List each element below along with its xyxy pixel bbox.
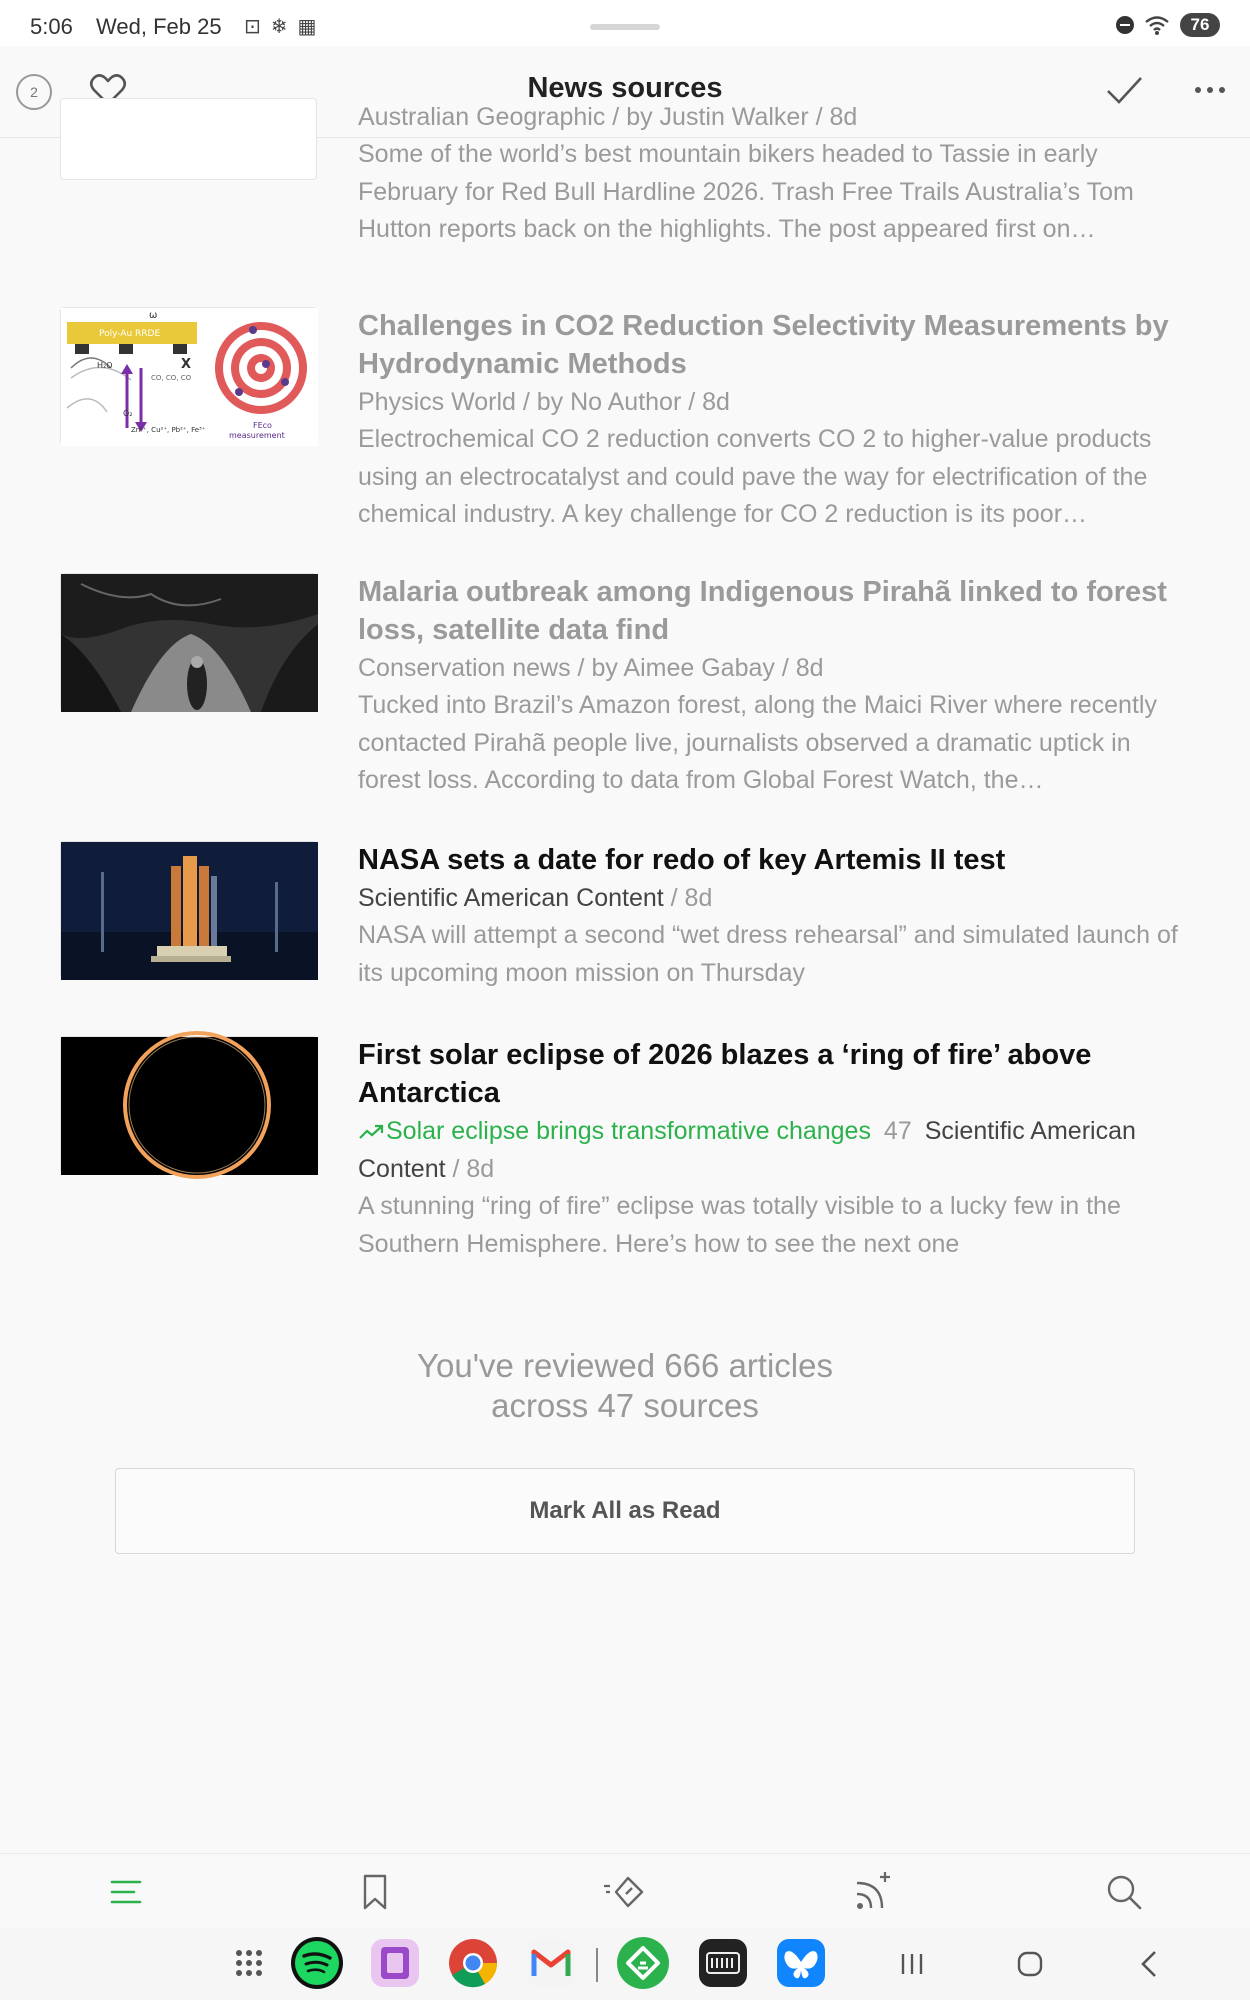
article-source: Solar eclipse brings transformative changes 47 Scientific American Content / 8d bbox=[358, 1117, 1136, 1183]
trend-label[interactable]: Solar eclipse brings transformative changes bbox=[386, 1117, 871, 1145]
status-system-icons bbox=[1116, 13, 1220, 37]
thumb-oxygen-label: O₂ bbox=[123, 409, 133, 418]
thumb-fe-caption: measurement bbox=[229, 431, 285, 440]
thumb-rotation-label: ω bbox=[149, 310, 158, 321]
thumb-x-label: X bbox=[181, 357, 192, 372]
article-source: Australian Geographic / by Justin Walker / 8d bbox=[358, 103, 858, 131]
reviewed-summary: You've reviewed 666 articles across 47 sources bbox=[417, 1347, 833, 1424]
feedly-icon[interactable] bbox=[616, 1936, 670, 1990]
keyboard-app-icon[interactable] bbox=[696, 1936, 750, 1990]
article-feed[interactable] bbox=[0, 103, 1250, 1853]
screenshot-icon: ⊡ bbox=[244, 16, 261, 38]
page-title: News sources bbox=[527, 72, 723, 104]
status-notification-icons bbox=[244, 14, 316, 39]
mark-all-read-button[interactable]: Mark All as Read bbox=[115, 1468, 1135, 1554]
add-feed-icon[interactable] bbox=[851, 1870, 895, 1914]
article-thumbnail bbox=[60, 98, 317, 180]
unread-count: 2 bbox=[30, 84, 38, 100]
status-date: Wed, Feb 25 bbox=[96, 14, 222, 39]
thumb-banner-text: Poly-Au RRDE bbox=[99, 329, 161, 339]
home-icon[interactable] bbox=[1010, 1944, 1050, 1984]
article-summary: A stunning “ring of fire” eclipse was totally visible to a lucky few in the Southern Hemisphere. Here’s how to see the next one bbox=[358, 1192, 1121, 1258]
article-source: Physics World / by No Author / 8d bbox=[358, 388, 730, 416]
trending-icon bbox=[358, 1123, 384, 1141]
thumb-fe-label: FEco bbox=[253, 421, 272, 430]
thumb-products-label: CO, CO, CO bbox=[151, 374, 192, 382]
more-options-icon[interactable] bbox=[1190, 70, 1230, 110]
wifi-icon bbox=[1144, 14, 1170, 36]
back-icon[interactable] bbox=[1130, 1944, 1170, 1984]
status-time: 5:06 bbox=[30, 14, 73, 39]
co2-diagram-image bbox=[61, 308, 318, 446]
article-title: First solar eclipse of 2026 blazes a ‘ring of fire’ above Antarctica bbox=[358, 1039, 1092, 1109]
calendar-icon: ▦ bbox=[297, 16, 317, 38]
rocket-launch-pad-image bbox=[61, 842, 318, 980]
article-thumbnail bbox=[60, 1036, 317, 1174]
battery-badge: 76 bbox=[1180, 13, 1220, 37]
article-thumbnail bbox=[60, 573, 317, 711]
article-source: Conservation news / by Aimee Gabay / 8d bbox=[358, 654, 824, 682]
bottom-navigation bbox=[0, 1853, 1250, 1928]
thumb-ions-label: Zn²⁺, Cu²⁺, Pb²⁺, Fe³⁺ bbox=[131, 426, 206, 434]
article-thumbnail bbox=[60, 307, 317, 445]
article-summary: Some of the world’s best mountain bikers headed to Tassie in early February for Red Bull Hardline 2026. Trash Free Trails Australia’s Tom Hutton reports back on the highlights. The post appeared first on… bbox=[358, 140, 1134, 243]
drag-handle[interactable] bbox=[590, 24, 660, 30]
trend-count: 47 bbox=[883, 1117, 912, 1145]
search-icon[interactable] bbox=[1102, 1870, 1146, 1914]
eclipse-ring-image bbox=[61, 1037, 318, 1175]
river-boat-image bbox=[61, 574, 318, 712]
status-bar bbox=[0, 0, 1250, 46]
app-drawer-icon[interactable] bbox=[222, 1936, 276, 1990]
article-title: NASA sets a date for redo of key Artemis II test bbox=[358, 844, 1006, 876]
article-title: Challenges in CO2 Reduction Selectivity Measurements by Hydrodynamic Methods bbox=[358, 310, 1169, 380]
thumb-water-label: H₂O bbox=[97, 361, 113, 370]
system-dock bbox=[0, 1928, 1250, 2000]
article-thumbnail bbox=[60, 841, 317, 979]
article-summary: Electrochemical CO 2 reduction converts CO 2 to higher-value products using an electrocatalyst and could pave the way for electrification of the chemical industry. A key challenge for CO 2 reduction is its poor… bbox=[358, 425, 1152, 528]
article-title: Malaria outbreak among Indigenous Pirahã linked to forest loss, satellite data find bbox=[358, 576, 1167, 646]
recent-apps-icon[interactable] bbox=[892, 1944, 932, 1984]
spotify-icon[interactable] bbox=[290, 1936, 344, 1990]
tag-icon[interactable] bbox=[602, 1870, 646, 1914]
bluesky-icon[interactable] bbox=[774, 1936, 828, 1990]
chrome-icon[interactable] bbox=[446, 1936, 500, 1990]
feeds-list-icon[interactable] bbox=[104, 1870, 148, 1914]
notes-app-icon[interactable] bbox=[368, 1936, 422, 1990]
do-not-disturb-icon bbox=[1116, 16, 1134, 34]
dock-divider bbox=[596, 1948, 598, 1982]
article-summary: Tucked into Brazil’s Amazon forest, along the Maici River where recently contacted Pirahã people live, journalists observed a dramatic uptick in forest loss. According to data from Global Forest Watch, the… bbox=[358, 691, 1157, 794]
article-summary: NASA will attempt a second “wet dress rehearsal” and simulated launch of its upcoming moon mission on Thursday bbox=[358, 921, 1178, 987]
gmail-icon[interactable] bbox=[524, 1936, 578, 1990]
article-source: Scientific American Content / 8d bbox=[358, 884, 713, 912]
snowflake-icon: ❄ bbox=[270, 16, 288, 38]
bookmark-icon[interactable] bbox=[353, 1870, 397, 1914]
